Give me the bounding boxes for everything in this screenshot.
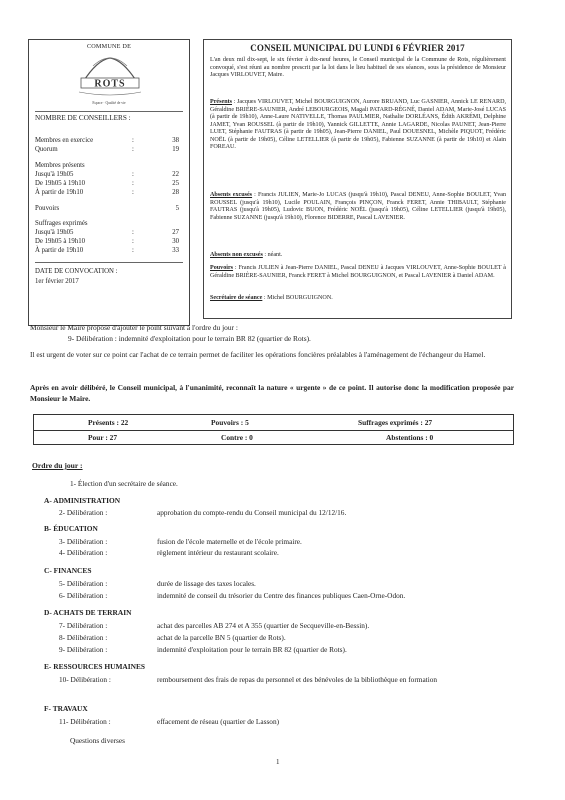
proposal-paragraph: Monsieur le Maire propose d'ajouter le point suivant à l'ordre du jour : [30,323,238,332]
session-intro: L'an deux mil dix-sept, le six février à dix-neuf heures, le Conseil municipal de la Commune de Rots, régulièrement convoqué, s'est réuni au nombre prescrit par la loi dans le lieu habituel de ses séances, sous la présidence de Monsieur Jacques VIRLOUVET, Maire. [210,57,506,78]
commune-info-box [28,39,190,326]
stat-row: Membres en exercice : 38 [35,137,179,144]
vote-suffrages: Suffrages exprimés : 27 [358,418,433,427]
stat-row: À partir de 19h10 : 28 [35,189,179,196]
section-title: D- ACHATS DE TERRAIN [44,608,132,617]
decision-paragraph: Après en avoir délibéré, le Conseil municipal, à l'unanimité, reconnaît la nature « urgente » de ce point. Il autorise donc la modification proposée par Monsieur le Maire. [30,383,514,403]
vote-contre: Contre : 0 [221,433,253,442]
logo-tagline: Espace · Qualité de vie [92,101,126,105]
questions-diverses: Questions diverses [70,736,125,745]
rots-logo [77,52,143,100]
stat-row: De 19h05 à 19h10 : 30 [35,238,179,245]
stat-row: Quorum : 19 [35,146,179,153]
stat-row: Membres présents [35,162,85,169]
vote-pour: Pour : 27 [88,433,118,442]
stat-row: Pouvoirs 5 [35,205,179,212]
agenda-title: Ordre du jour : [32,461,83,470]
commune-label: COMMUNE DE [86,43,132,50]
section-title: B- ÉDUCATION [44,524,98,533]
agenda-item: 1- Élection d'un secrétaire de séance. [70,479,178,488]
agenda-item: 10- Délibération : remboursement des frais de repas du personnel et des bénévoles de la bibliothèque en formation [59,675,438,684]
presents-paragraph: Présents : Jacques VIRLOUVET, Michel BOURGUIGNON, Aurore BRUAND, Luc GASNIER, Annick LE RENARD, Géraldine BRIÈRE-SAUNIER, André LEBOURGEOIS, Magali PATARD-RÉGNÉ, Daniel ADAM, Marie-José LUCAS (à partir de 19h10), Anne-Laure NATIVELLE, Thomas PAULMIER, Nathalie DORLÉANS, Édith AKRÉMI, Delphine JAMET, Yvan ROUSSEL (à partir de 19h10), Yannick GILLETTE, Annie LAGARDE, Nicolas PAUNET, Jean-Pierre LUET, Stéphanie FAUTRAS (à partir de 19h05), Jean-Pierre DANIEL, Paul DOUESNEL, Michèle PIQUOT, Frédéric NOËL (à partir de 19h05), Céline LETELLIER (à partir de 19h05), Fabienne SUZANNE (à partir de 19h10) et Alain FOREAU. [210,99,506,150]
stat-row: De 19h05 à 19h10 : 25 [35,180,179,187]
pouvoirs-paragraph: Pouvoirs : Francis JULIEN à Jean-Pierre DANIEL, Pascal DENEU à Jacques VIRLOUVET, Anne-Sophie BOULET à Géraldine BRIÈRE-SAUNIER, Franck FERET à Michel BOURGUIGNON, et Pascal LAVENIER à Daniel ADAM. [210,265,506,279]
vote-abstentions: Abstentions : 0 [386,433,434,442]
svg-text:ROTS: ROTS [94,78,126,90]
agenda-item: 5- Délibération : durée de lissage des taxes locales. [59,579,256,588]
council-session-box [203,39,512,319]
agenda-item: 4- Délibération : règlement intérieur du restaurant scolaire. [59,548,279,557]
agenda-item: 9- Délibération : indemnité d'exploitation pour le terrain BR 82 (quartier de Rots). [59,645,347,654]
vote-table [33,414,514,445]
agenda-item: 6- Délibération : indemnité de conseil du trésorier du Centre des finances publiques Caen-Orne-Odon. [59,591,406,600]
agenda-item: 3- Délibération : fusion de l'école maternelle et de l'école primaire. [59,537,302,546]
page-number: 1 [276,758,280,766]
absents-non-excuses-paragraph: Absents non excusés : néant. [210,252,283,258]
convocation-date: 1er février 2017 [35,278,79,285]
proposal-item: 9- Délibération : indemnité d'exploitation pour le terrain BR 82 (quartier de Rots). [68,334,311,343]
stat-row: À partir de 19h10 : 33 [35,247,179,254]
agenda-item: 11- Délibération : effacement de réseau (quartier de Lasson) [59,717,280,726]
conseillers-title: NOMBRE DE CONSEILLERS : [35,114,131,122]
stat-row: Jusqu'à 19h05 : 22 [35,171,179,178]
session-title: CONSEIL MUNICIPAL DU LUNDI 6 FÉVRIER 2017 [250,43,465,53]
absents-excuses-paragraph: Absents excusés : Francis JULIEN, Marie-Jo LUCAS (jusqu'à 19h10), Pascal DENEU, Anne-Sophie BOULET, Yvan ROUSSEL (jusqu'à 19h10), Lucile POULAIN, François PINÇON, Franck FERET, Annie THIBAULT, Stéphanie FAUTRAS (jusqu'à 19h05), Ludovic BUON, Frédéric NOËL (jusqu'à 19h05), Céline LETELLIER (jusqu'à 19h05), Fabienne SUZANNE (jusqu'à 19h10), Florence BIDERRE, Pascal LAVENIER. [210,192,506,221]
divider [35,262,183,263]
convocation-label: DATE DE CONVOCATION : [35,268,118,275]
agenda-item: 2- Délibération : approbation du compte-rendu du Conseil municipal du 12/12/16. [59,508,347,517]
section-title: E- RESSOURCES HUMAINES [44,662,146,671]
stat-row: Jusqu'à 19h05 : 27 [35,229,179,236]
section-title: A- ADMINISTRATION [44,496,121,505]
section-title: C- FINANCES [44,566,92,575]
secretaire-paragraph: Secrétaire de séance : Michel BOURGUIGNON. [210,295,333,301]
agenda-item: 7- Délibération : achat des parcelles AB 274 et A 355 (quartier de Secqueville-en-Bessin). [59,621,370,630]
table-divider [34,430,513,431]
agenda-item: 8- Délibération : achat de la parcelle BN 5 (quartier de Rots). [59,633,286,642]
section-title: F- TRAVAUX [44,704,88,713]
urgency-paragraph: Il est urgent de voter sur ce point car l'achat de ce terrain permet de faciliter les opérations foncières préalables à l'aménagement de l'échangeur du Hamel. [30,350,486,359]
vote-pouvoirs: Pouvoirs : 5 [211,418,249,427]
vote-presents: Présents : 22 [88,418,129,427]
stat-row: Suffrages exprimés [35,220,88,227]
divider [35,111,183,112]
